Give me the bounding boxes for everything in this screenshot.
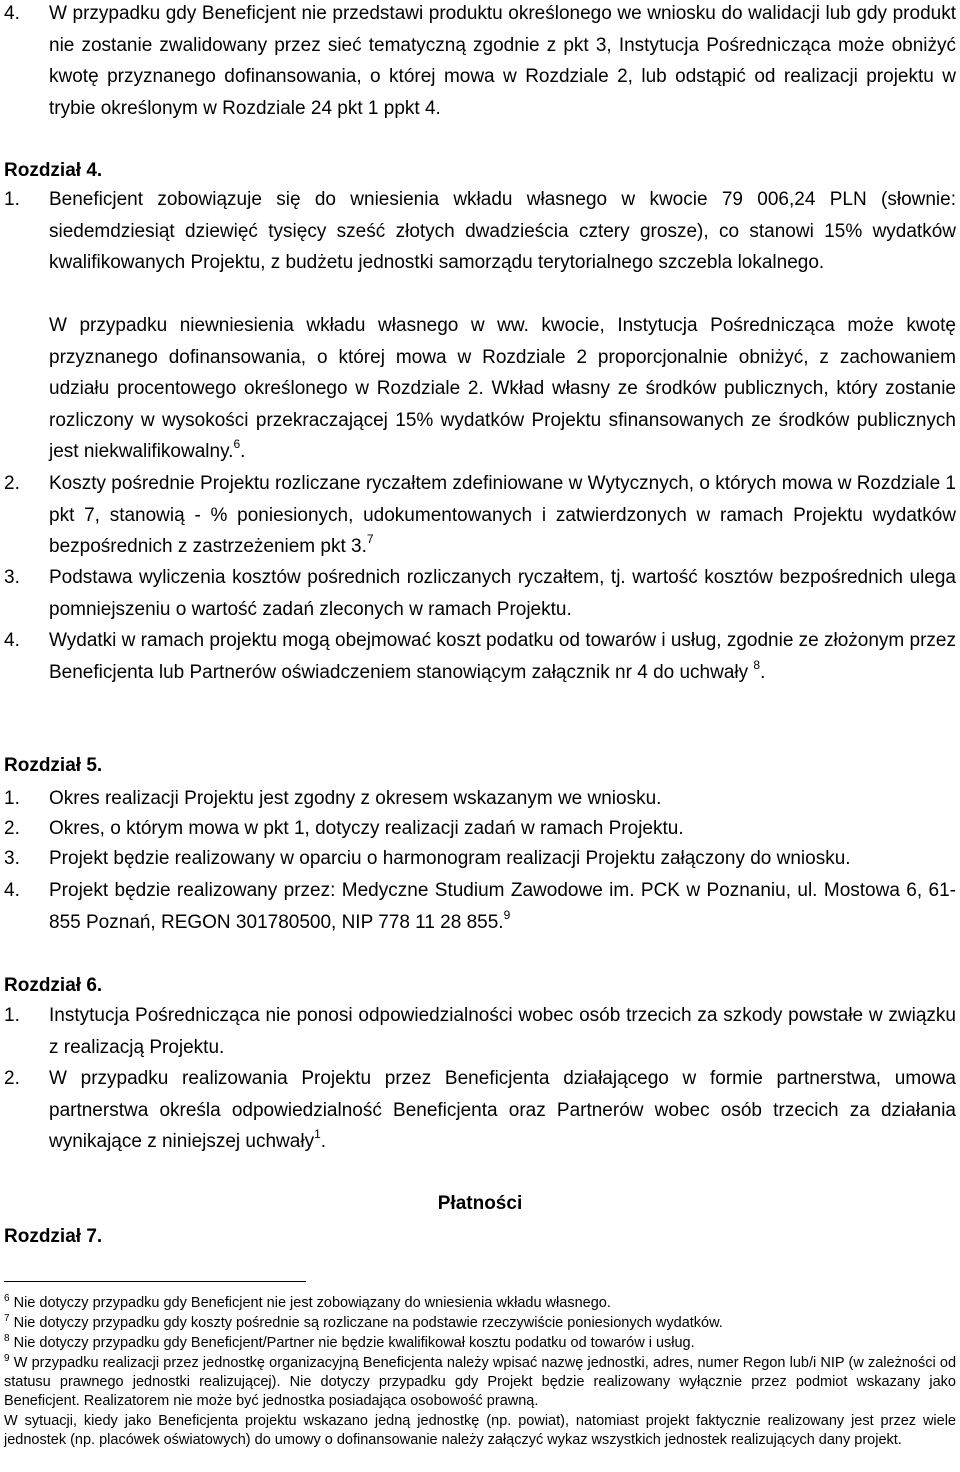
ch5-item-1 — [0, 783, 960, 815]
footnote-number: 9 — [4, 1353, 10, 1364]
item-number: 4. — [4, 630, 20, 651]
ch4-item-4 — [0, 625, 960, 688]
item-number: 1. — [4, 1005, 20, 1026]
item-number: 2. — [4, 1068, 20, 1089]
ch4-item-1-continued — [0, 310, 960, 468]
item-number: 4. — [4, 3, 20, 24]
ch6-item-1 — [0, 1000, 960, 1063]
item-text: W przypadku realizowania Projektu przez Beneficjenta działającego w formie partnerstwa, umowa partnerstwa określa odpowiedzialność Beneficjenta oraz Partnerów wobec osób trzecich za działania wynikające z niniejszej uchwały — [49, 1068, 956, 1152]
item-number: 2. — [4, 473, 20, 494]
item-number: 1. — [4, 189, 20, 210]
ch6-item-2 — [0, 1063, 960, 1158]
footnote-8 — [0, 1334, 960, 1353]
item-text: Koszty pośrednie Projektu rozliczane ryczałtem zdefiniowane w Wytycznych, o których mowa w Rozdziale 1 pkt 7, stanowią - % poniesionych, udokumentowanych i zatwierdzonych w ramach Projektu wydatków bezpośrednich z zastrzeżeniem pkt 3. — [49, 473, 956, 557]
item-number: 4. — [4, 880, 20, 901]
item-text: Projekt będzie realizowany przez: Medyczne Studium Zawodowe im. PCK w Poznaniu, ul. Mostowa 6, 61-855 Poznań, REGON 301780500, NIP 778 11 28 855. — [49, 880, 956, 933]
footnote-text: Nie dotyczy przypadku gdy Beneficjent/Partner nie będzie kwalifikował kosztu podatku od towarów i usług. — [13, 1335, 695, 1351]
item-text: Beneficjent zobowiązuje się do wniesienia wkładu własnego w kwocie 79 006,24 PLN (słownie: siedemdziesiąt dziewięć tysięcy sześć złotych dwadzieścia cztery grosze), co stanowi 15% wydatków kwalifikowanych Projektu, z budżetu jednostki samorządu terytorialnego szczebla lokalnego. — [49, 189, 956, 273]
item-text: Podstawa wyliczenia kosztów pośrednich rozliczanych ryczałtem, tj. wartość kosztów bezpośrednich ulega pomniejszeniu o wartość zadań zleconych w ramach Projektu. — [49, 567, 956, 620]
item-text: Instytucja Pośrednicząca nie ponosi odpowiedzialności wobec osób trzecich za szkody powstałe w związku z realizacją Projektu. — [49, 1005, 956, 1058]
ch5-item-4 — [0, 875, 960, 938]
item-text-end: . — [320, 1131, 327, 1152]
ch4-item-2 — [0, 468, 960, 563]
item-number: 1. — [4, 788, 20, 809]
ch5-item-3 — [0, 843, 960, 875]
ch4-item-3 — [0, 562, 960, 625]
footnote-number: 7 — [4, 1313, 10, 1324]
chapter-7-heading: Rozdział 7. — [4, 1226, 103, 1247]
item-text: W przypadku niewniesienia wkładu własnego w ww. kwocie, Instytucja Pośrednicząca może kwotę przyznanego dofinansowania, o której mowa w Rozdziale 2 proporcjonalnie obniżyć, z zachowaniem udziału procentowego określonego w Rozdziale 2. Wkład własny ze środków publicznych, który zostanie rozliczony w wysokości przekraczającej 15% wydatków Projektu sfinansowanych ze środków publicznych jest niekwalifikowalny. — [49, 315, 956, 462]
ch5-item-2 — [0, 813, 960, 845]
footnote-number: 6 — [4, 1293, 10, 1304]
item-text: Projekt będzie realizowany w oparciu o harmonogram realizacji Projektu załączony do wniosku. — [49, 848, 851, 869]
footnote-ref-7: 7 — [366, 532, 374, 546]
footnote-9-continued — [0, 1412, 960, 1450]
item-text: Okres realizacji Projektu jest zgodny z okresem wskazanym we wniosku. — [49, 788, 662, 809]
footnote-separator — [4, 1281, 306, 1282]
chapter-4-heading: Rozdział 4. — [4, 160, 103, 181]
item-number: 2. — [4, 818, 20, 839]
item-number: 3. — [4, 848, 20, 869]
chapter-6-heading: Rozdział 6. — [4, 975, 103, 996]
item-text: W przypadku gdy Beneficjent nie przedstawi produktu określonego we wniosku do walidacji lub gdy produkt nie zostanie zwalidowany przez sieć tematyczną zgodnie z pkt 3, Instytucja Pośrednicząca może obniżyć kwotę przyznanego dofinansowania, o której mowa w Rozdziale 2, lub odstąpić od realizacji projektu w trybie określonym w Rozdziale 24 pkt 1 ppkt 4. — [49, 3, 956, 119]
footnote-ref-1: 1 — [314, 1127, 321, 1141]
footnote-ref-8: 8 — [753, 657, 761, 672]
footnote-ref-9: 9 — [503, 907, 511, 922]
item-text: Wydatki w ramach projektu mogą obejmować koszt podatku od towarów i usług, zgodnie ze złożonym przez Beneficjenta lub Partnerów oświadczeniem stanowiącym załącznik nr 4 do uchwały — [49, 630, 956, 683]
footnote-text: W sytuacji, kiedy jako Beneficjenta projektu wskazano jedną jednostkę (np. powiat), natomiast projekt faktycznie realizowany jest przez wiele jednostek (np. placówek oświatowych) do umowy o dofinansowanie należy załączyć wykaz wszystkich jednostek realizujących dany projekt. — [4, 1413, 956, 1449]
item-number: 3. — [4, 567, 20, 588]
footnote-text: W przypadku realizacji przez jednostkę organizacyjną Beneficjenta należy wpisać nazwę jednostki, adres, numer Regon lub/i NIP (w zależności od statusu prawnego jednostki realizującej). Nie dotyczy przypadku gdy Projekt będzie realizowany wyłącznie przez podmiot wskazany jako Beneficjent. Realizatorem nie może być jednostka posiadająca osobowość prawną. — [4, 1355, 957, 1410]
chapter-5-heading: Rozdział 5. — [4, 755, 103, 776]
ch4-item-1 — [0, 184, 960, 279]
footnote-text: Nie dotyczy przypadku gdy koszty pośrednie są rozliczane na podstawie rzeczywiście poniesionych wydatków. — [13, 1315, 723, 1331]
section-title-platnosci: Płatności — [437, 1193, 523, 1214]
item-text-end: . — [240, 441, 246, 462]
item-text-end: . — [760, 661, 766, 683]
footnote-text: Nie dotyczy przypadku gdy Beneficjent nie jest zobowiązany do wniesienia wkładu własnego. — [13, 1295, 611, 1311]
footnote-7 — [0, 1314, 960, 1333]
footnote-number: 8 — [4, 1333, 10, 1344]
list-item-4-intro — [0, 0, 960, 124]
footnote-ref-6: 6 — [233, 437, 241, 451]
item-text: Okres, o którym mowa w pkt 1, dotyczy realizacji zadań w ramach Projektu. — [49, 818, 684, 839]
footnote-9 — [0, 1354, 960, 1412]
footnote-6 — [0, 1294, 960, 1313]
